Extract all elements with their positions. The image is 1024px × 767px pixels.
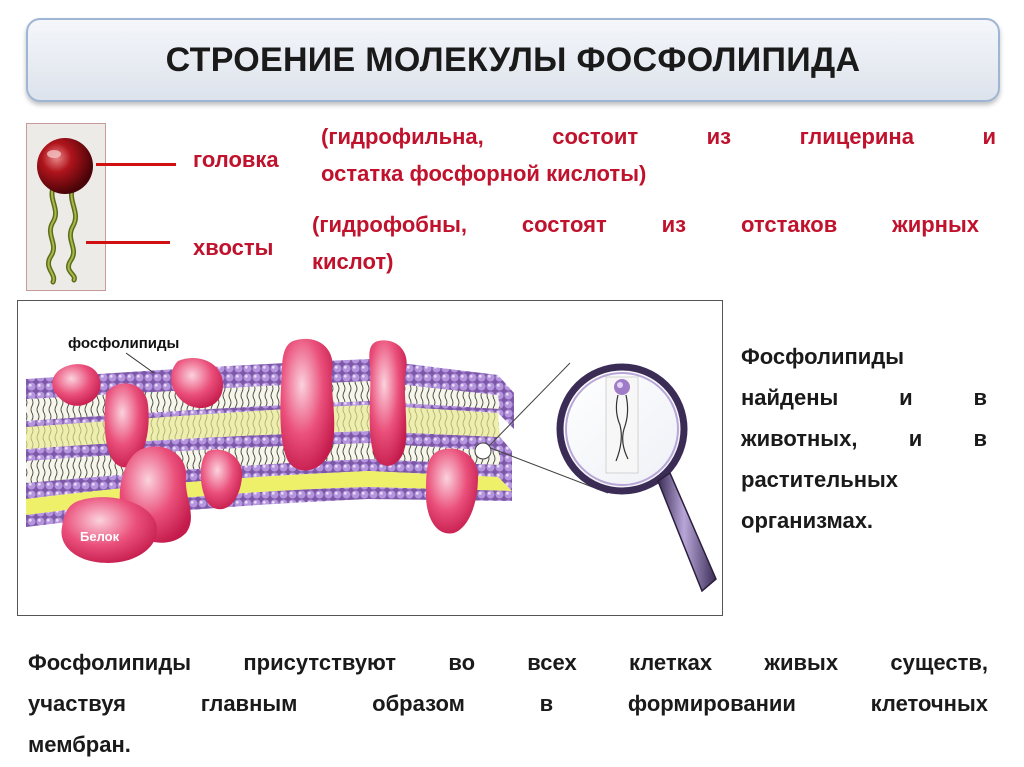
- title-banner: [26, 18, 1000, 102]
- side-line-3: животных, и в: [741, 426, 987, 451]
- bottom-paragraph: [28, 642, 988, 765]
- side-line-2: найдены и в: [741, 385, 987, 410]
- head-term: головка: [193, 147, 279, 172]
- tails-pointer-line: [86, 241, 170, 244]
- side-paragraph: [741, 336, 987, 541]
- bottom-line-3: мембран.: [28, 732, 131, 757]
- phospholipid-molecule-image: [26, 123, 106, 291]
- head-pointer-line: [96, 163, 176, 166]
- side-line-1: Фосфолипиды: [741, 344, 905, 369]
- bottom-line-1: Фосфолипиды присутствуют во всех клетках живых существ,: [28, 650, 988, 675]
- protein-label: Белок: [80, 529, 120, 544]
- bottom-line-2: участвуя главным образом в формировании клеточных: [28, 691, 988, 716]
- tails-desc-line2: кислот): [312, 249, 394, 274]
- membrane-figure: [17, 300, 723, 616]
- side-line-5: организмах.: [741, 508, 874, 533]
- tails-description: [312, 206, 979, 280]
- page-title: СТРОЕНИЕ МОЛЕКУЛЫ ФОСФОЛИПИДА: [165, 40, 861, 79]
- tails-term: хвосты: [193, 235, 274, 260]
- phospholipids-label: фосфолипиды: [68, 335, 180, 352]
- head-desc-line2: остатка фосфорной кислоты): [321, 161, 647, 186]
- tails-desc-line1: (гидрофобны, состоят из отстаков жирных: [312, 212, 979, 237]
- head-desc-line1: (гидрофильна, состоит из глицерина и: [321, 124, 996, 149]
- side-line-4: растительных: [741, 467, 899, 492]
- head-description: [321, 118, 996, 192]
